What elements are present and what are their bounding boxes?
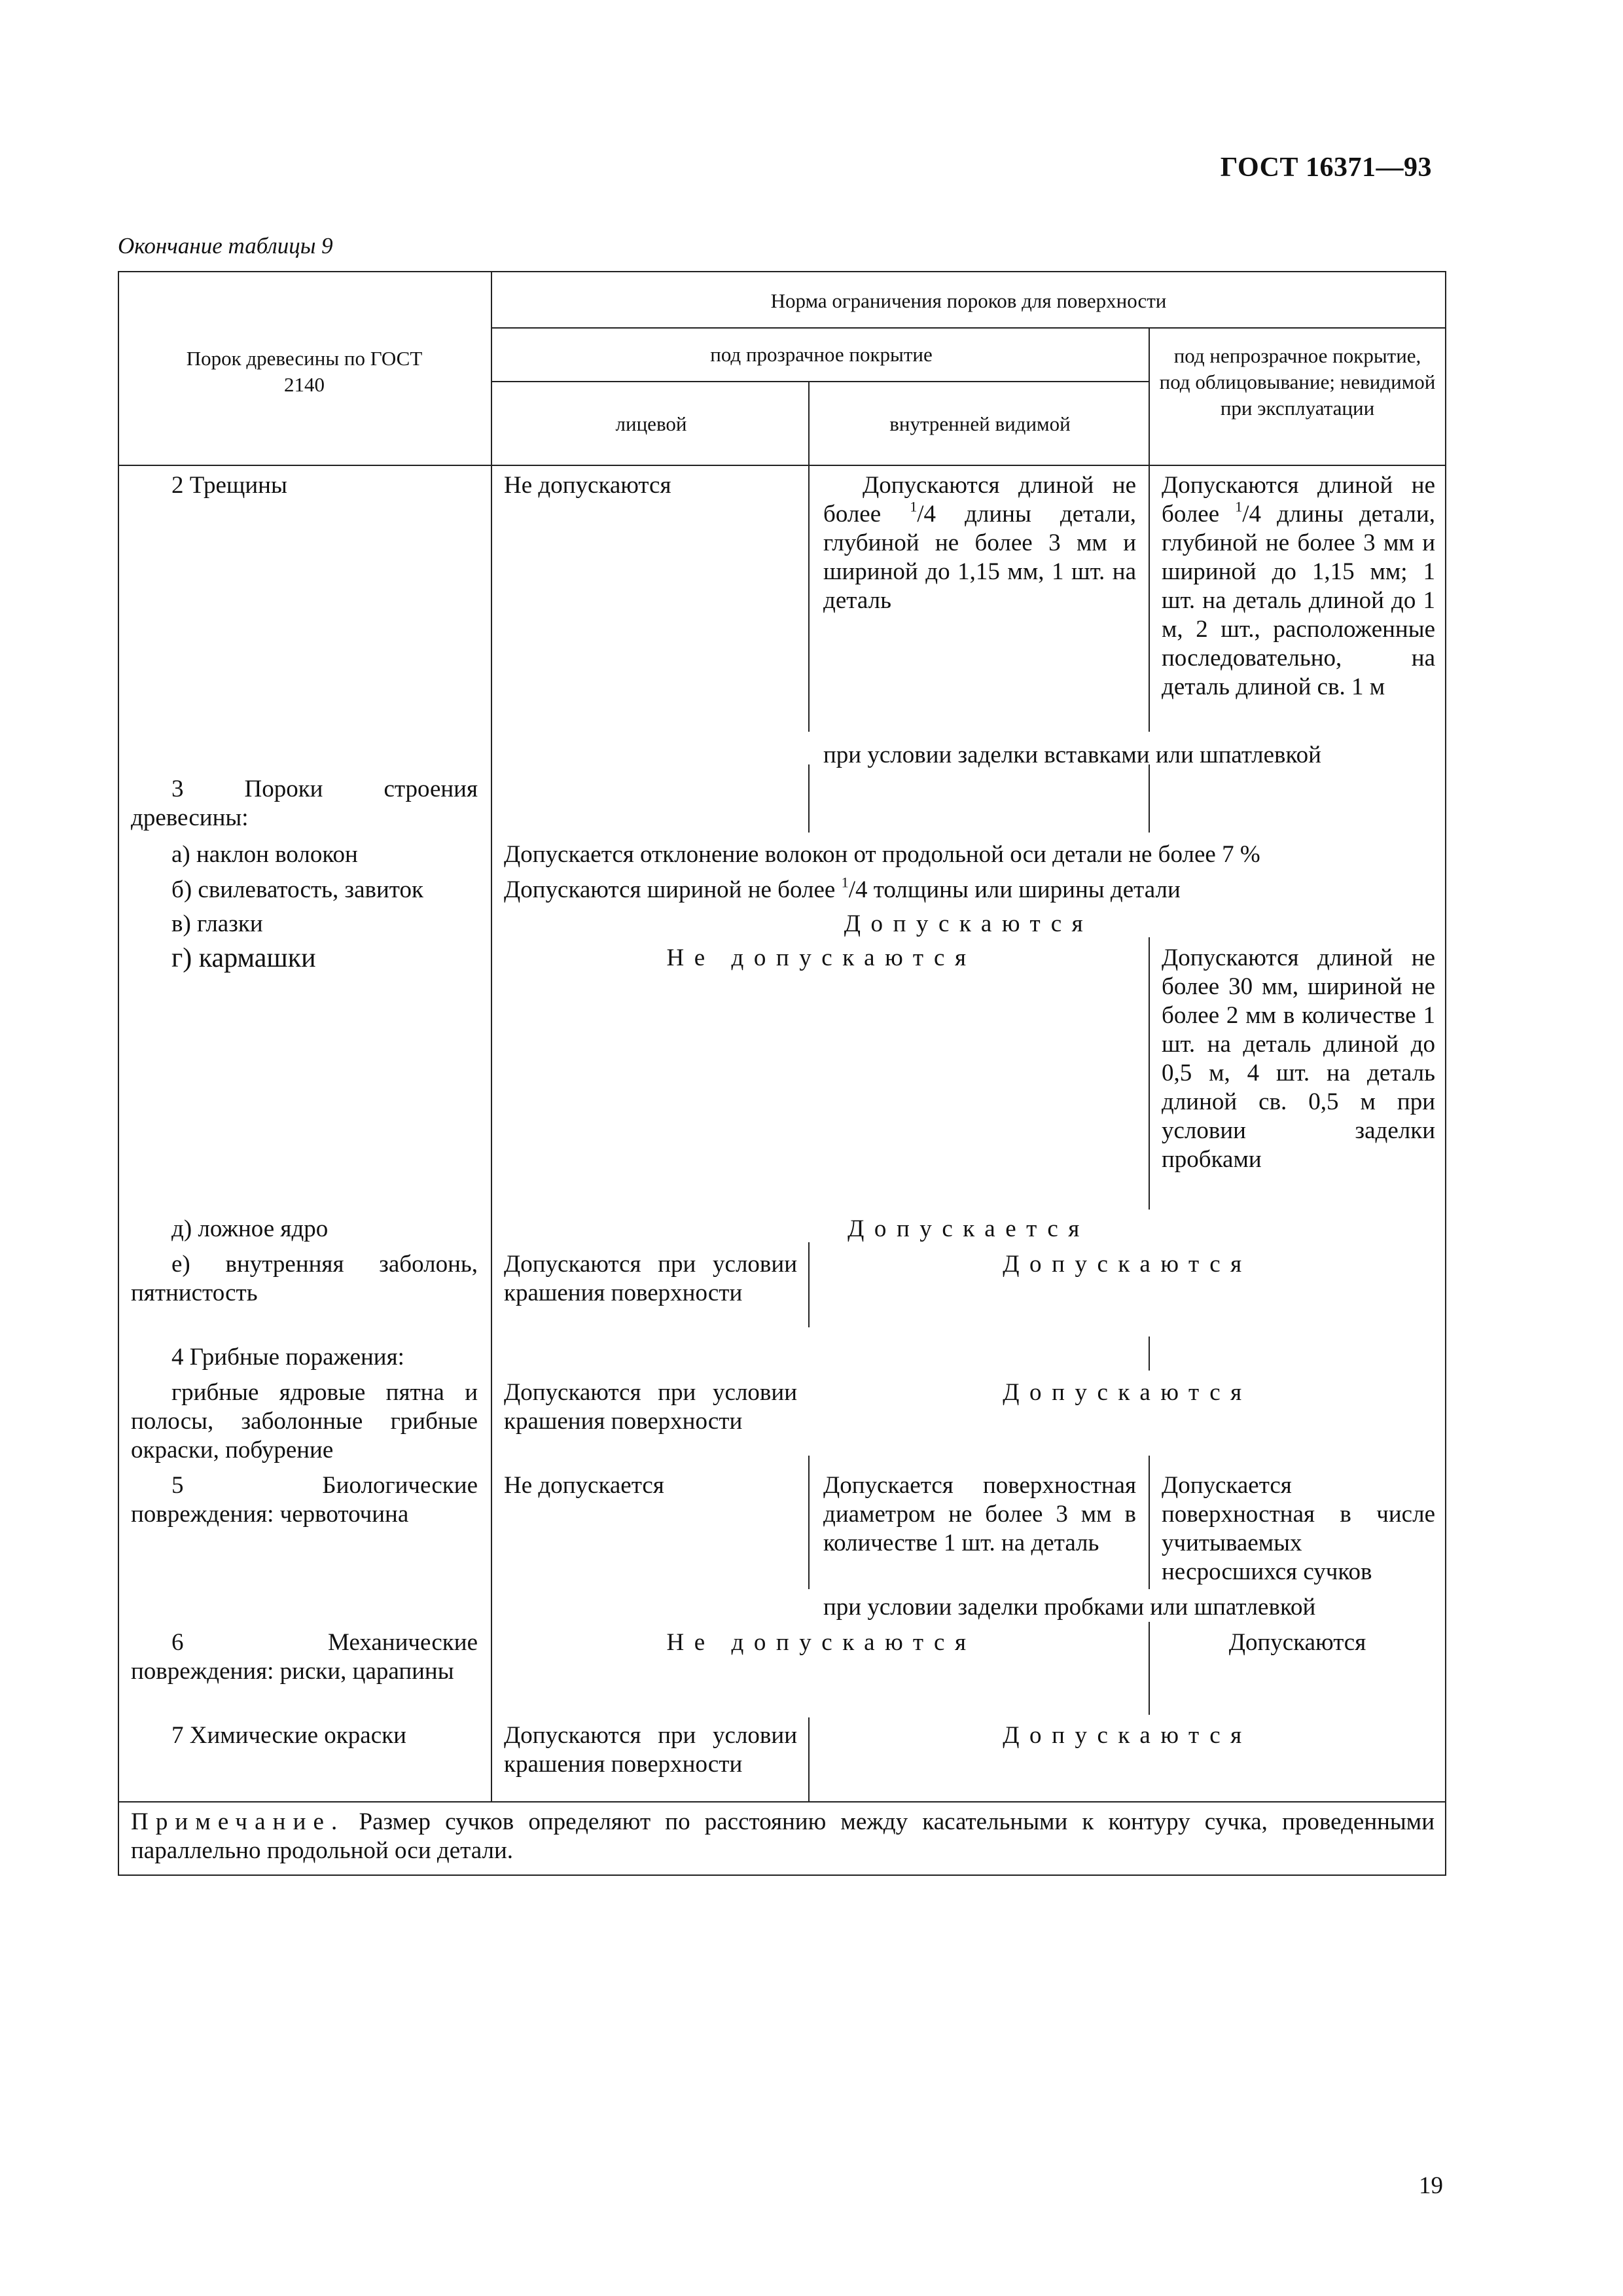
note-rule	[118, 1801, 1446, 1803]
row-structure-a-name: а) наклон волокон	[171, 841, 358, 868]
header-defect: Порок древесины по ГОСТ 2140	[186, 347, 423, 396]
header-bottom-rule	[118, 465, 1446, 466]
vrule-col1-r7	[808, 1717, 810, 1801]
header-opaque: под непрозрачное покрытие, под облицовывание; невидимой при эксплуатации	[1159, 344, 1436, 420]
header-rule-1	[491, 327, 1446, 329]
header-norm: Норма ограничения пороков для поверхности	[770, 289, 1167, 312]
row-cracks-opaque: Допускаются длиной не более $^1$/4 длины детали, глубиной не более 3 мм и шириной до 1,15 мм; 1 шт. на деталь длиной до 1 м, 2 шт., расположенные последовательно, на деталь длиной св. 1 м	[1162, 472, 1435, 700]
vrule-col3-r4	[1149, 1336, 1150, 1371]
row-structure-d-value: Не допускаются	[666, 944, 976, 971]
vrule-col3-r5	[1149, 1456, 1150, 1589]
row-structure-f-front: Допускаются при условии крашения поверхности	[504, 1251, 797, 1306]
row-structure-e-value: Допускается	[847, 1215, 1090, 1242]
vrule-col3-r6	[1149, 1622, 1150, 1715]
vrule-col2-r2-tail	[808, 764, 810, 833]
table-caption: Окончание таблицы 9	[118, 233, 333, 259]
row-mech-name: 6 Механические повреждения: риски, царапины	[131, 1629, 478, 1685]
row-structure-name: 3 Пороки строения древесины:	[131, 776, 478, 831]
row-cracks-front: Не допускаются	[504, 472, 671, 499]
header-inner: внутренней видимой	[889, 412, 1071, 435]
header-rule-2	[491, 381, 1149, 382]
header-transparent: под прозрачное покрытие	[710, 343, 933, 366]
vrule-col1	[491, 271, 492, 1801]
table-note: Примечание. Размер сучков определяют по расстоянию между касательными к контуру сучка, проведенными параллельно продольной оси детали.	[131, 1808, 1435, 1864]
row-fungal-value: Допускаются	[1003, 1379, 1252, 1406]
page-number: 19	[1419, 2172, 1443, 2199]
row-bio-front: Не допускается	[504, 1472, 664, 1499]
row-cracks-inner: Допускаются длиной не более $^1$/4 длины детали, глубиной не более 3 мм и шириной до 1,15 мм, 1 шт. на деталь	[823, 472, 1136, 614]
vrule-col3-r2	[1149, 465, 1150, 732]
row-structure-f-value: Допускаются	[1003, 1251, 1252, 1278]
vrule-col2-header	[808, 381, 810, 465]
row-cracks-name: 2 Трещины	[171, 472, 287, 499]
row-structure-e-name: д) ложное ядро	[171, 1215, 329, 1242]
row-cracks-condition: при условии заделки вставками или шпатлевкой	[823, 742, 1321, 768]
header-front: лицевой	[615, 412, 687, 435]
row-structure-b-name: б) свилеватость, завиток	[171, 876, 423, 903]
row-structure-a-value: Допускается отклонение волокон от продольной оси детали не более 7 %	[504, 841, 1260, 868]
vrule-col1-r3e	[808, 1242, 810, 1327]
document-code: ГОСТ 16371—93	[1220, 152, 1432, 183]
row-bio-opaque: Допускается поверхностная в числе учитываемых несросшихся сучков	[1162, 1472, 1435, 1585]
vrule-col3-r2-tail	[1149, 764, 1150, 833]
row-mech-opaque: Допускаются	[1228, 1629, 1366, 1656]
row-bio-inner: Допускается поверхностная диаметром не более 3 мм в количестве 1 шт. на деталь	[823, 1472, 1136, 1556]
row-structure-d-opaque: Допускаются длиной не более 30 мм, шириной не более 2 мм в количестве 1 шт. на деталь длиной до 0,5 м, 4 шт. на деталь длиной св. 0,5 м при условии заделки пробками	[1162, 944, 1435, 1173]
vrule-col2-r2	[808, 465, 810, 732]
row-bio-name: 5 Биологические повреждения: червоточина	[131, 1472, 478, 1528]
row-structure-f-name: е) внутренняя заболонь, пятнистость	[131, 1251, 478, 1306]
row-chem-value: Допускаются	[1003, 1722, 1252, 1749]
row-chem-name: 7 Химические окраски	[171, 1722, 406, 1749]
vrule-col2-r5	[808, 1456, 810, 1589]
row-fungal-sub-name: грибные ядровые пятна и полосы, заболонные грибные окраски, побурение	[131, 1379, 478, 1463]
vrule-col3-header	[1149, 327, 1150, 465]
row-fungal-front: Допускаются при условии крашения поверхности	[504, 1379, 797, 1435]
row-structure-c-name: в) глазки	[171, 910, 263, 937]
row-structure-d-name: г) кармашки	[171, 943, 316, 973]
row-structure-c-value: Допускаются	[844, 910, 1094, 937]
row-mech-value: Не допускаются	[666, 1629, 976, 1656]
row-fungal-name: 4 Грибные поражения:	[171, 1344, 404, 1371]
row-bio-condition: при условии заделки пробками или шпатлевкой	[823, 1594, 1316, 1621]
row-structure-b-value: Допускаются шириной не более $^1$/4 толщины или ширины детали	[504, 874, 1181, 903]
vrule-col3-r3g	[1149, 937, 1150, 1210]
row-chem-front: Допускаются при условии крашения поверхности	[504, 1722, 797, 1778]
